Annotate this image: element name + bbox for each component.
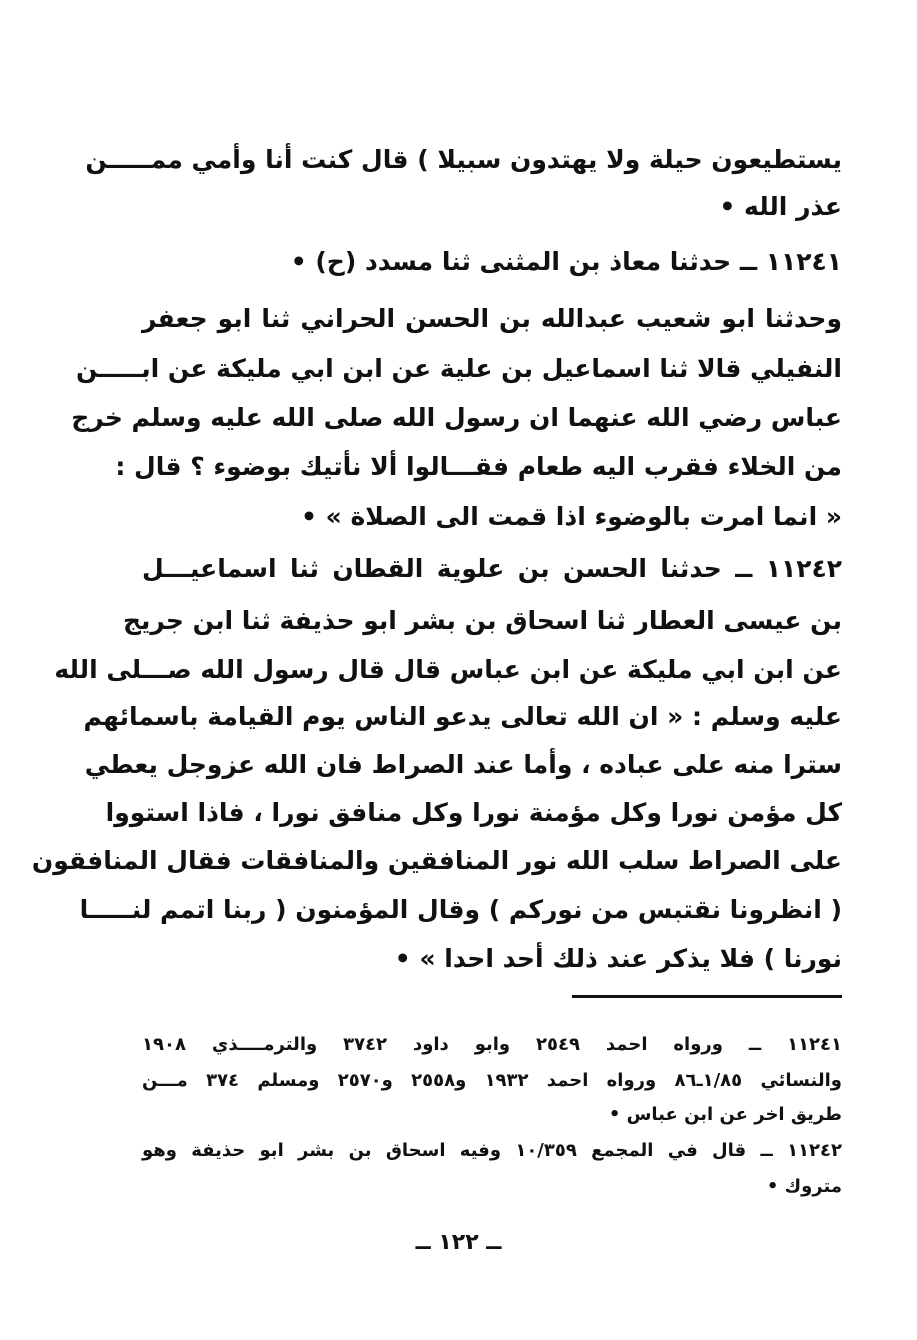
page-number: ــ ١٢٢ ــ <box>415 1230 502 1255</box>
body-line: على الصراط سلب الله نور المنافقين والمنافقات فقال المنافقون <box>31 846 842 875</box>
body-line: يستطيعون حيلة ولا يهتدون سبيلا ) قال كنت أنا وأمي ممـــــن <box>85 145 842 174</box>
body-line: وحدثنا ابو شعيب عبدالله بن الحسن الحراني ثنا ابو جعفر <box>142 304 842 333</box>
body-line: بن عيسى العطار ثنا اسحاق بن بشر ابو حذيفة ثنا ابن جريج <box>122 606 842 635</box>
footnote-separator <box>572 995 842 998</box>
body-line: عذر الله • <box>719 192 842 221</box>
body-line: كل مؤمن نورا وكل مؤمنة نورا وكل منافق نورا ، فاذا استووا <box>105 798 842 827</box>
hadith-heading: ١١٢٤١ ــ حدثنا معاذ بن المثنى ثنا مسدد (ح) • <box>290 247 842 276</box>
body-line: عباس رضي الله عنهما ان رسول الله صلى الله عليه وسلم خرج <box>71 403 842 432</box>
body-line: ( انظرونا نقتبس من نوركم ) وقال المؤمنون ( ربنا اتمم لنـــــا <box>79 895 842 924</box>
body-line: من الخلاء فقرب اليه طعام فقـــالوا ألا نأتيك بوضوء ؟ قال : <box>115 452 842 481</box>
body-line: « انما امرت بالوضوء اذا قمت الى الصلاة » • <box>300 502 842 531</box>
hadith-heading: ١١٢٤٢ ــ حدثنا الحسن بن علوية القطان ثنا اسماعيـــل <box>142 554 842 583</box>
footnote-line: ١١٢٤٢ ــ قال في المجمع ١٠/٣٥٩ وفيه اسحاق بن بشر ابو حذيفة وهو <box>142 1140 842 1161</box>
body-line: نورنا ) فلا يذكر عند ذلك أحد احدا » • <box>394 944 842 973</box>
footnote-line: والنسائي ١/٨٥ـ٨٦ ورواه احمد ١٩٣٢ و٢٥٥٨ و٢٥٧٠ ومسلم ٣٧٤ مـــن <box>142 1070 842 1091</box>
footnote-line: طريق اخر عن ابن عباس • <box>608 1104 842 1125</box>
footnote-line: متروك • <box>766 1176 842 1197</box>
body-line: النفيلي قالا ثنا اسماعيل بن علية عن ابن ابي مليكة عن ابـــــن <box>75 354 842 383</box>
body-line: سترا منه على عباده ، وأما عند الصراط فان الله عزوجل يعطي <box>84 750 842 779</box>
footnote-line: ١١٢٤١ ــ ورواه احمد ٢٥٤٩ وابو داود ٣٧٤٢ والترمــــذي ١٩٠٨ <box>142 1034 842 1055</box>
body-line: عن ابن ابي مليكة عن ابن عباس قال قال رسول الله صـــلى الله <box>54 655 842 684</box>
body-line: عليه وسلم : « ان الله تعالى يدعو الناس يوم القيامة باسمائهم <box>83 702 842 731</box>
